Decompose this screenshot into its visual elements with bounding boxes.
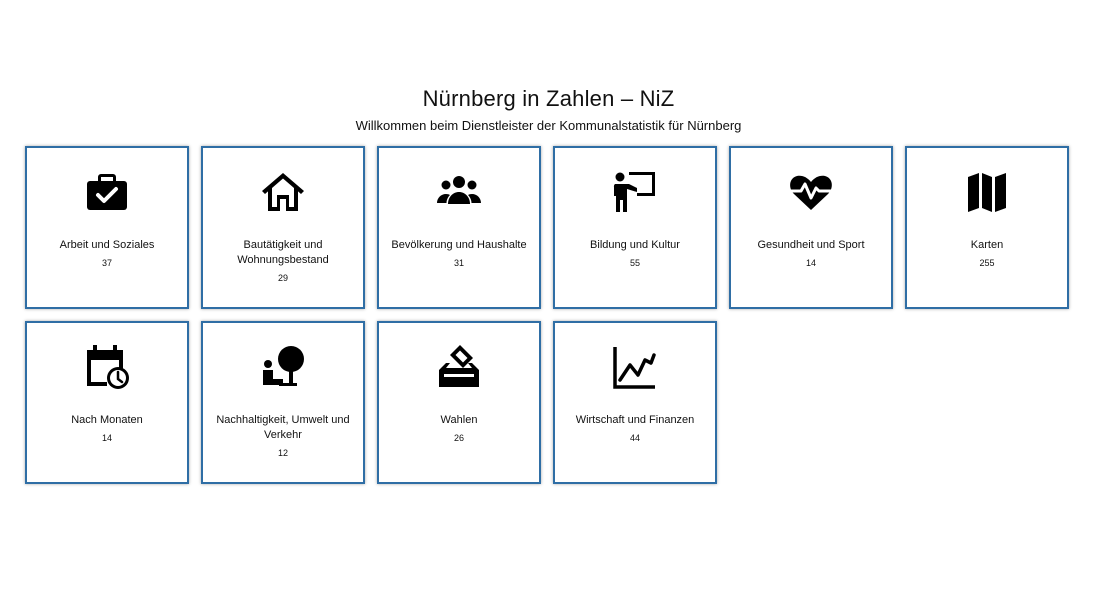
ballot-box-icon: [435, 343, 483, 391]
category-label: Bildung und Kultur: [590, 239, 680, 251]
category-card-bautaetigkeit[interactable]: [201, 146, 365, 309]
category-label: Bevölkerung und Haushalte: [391, 239, 527, 251]
category-count: 14: [805, 258, 816, 268]
category-label: Wahlen: [440, 414, 478, 426]
category-grid: [25, 146, 1069, 484]
category-card-karten[interactable]: [905, 146, 1069, 309]
category-card-bildung-und-kultur[interactable]: [553, 146, 717, 309]
category-label: Wirtschaft und Finanzen: [575, 414, 695, 426]
category-label: Arbeit und Soziales: [59, 239, 155, 251]
category-count: 12: [277, 448, 288, 458]
category-count: 29: [277, 273, 288, 283]
briefcase-check-icon: [83, 168, 131, 216]
category-count: 14: [101, 433, 112, 443]
calendar-clock-icon: [83, 343, 131, 391]
person-tree-icon: [259, 343, 307, 391]
category-card-arbeit-und-soziales[interactable]: [25, 146, 189, 309]
category-card-bevoelkerung[interactable]: [377, 146, 541, 309]
line-chart-icon: [611, 343, 659, 391]
presentation-board-icon: [611, 168, 659, 216]
category-count: 26: [453, 433, 464, 443]
page-subtitle: Willkommen beim Dienstleister der Kommunalstatistik für Nürnberg: [355, 118, 742, 133]
category-card-nachhaltigkeit[interactable]: [201, 321, 365, 484]
category-card-wirtschaft-und-finanzen[interactable]: [553, 321, 717, 484]
heart-pulse-icon: [787, 168, 835, 216]
house-icon: [259, 168, 307, 216]
category-count: 31: [453, 258, 464, 268]
map-icon: [963, 168, 1011, 216]
page-title: Nürnberg in Zahlen – NiZ: [422, 86, 675, 111]
category-count: 44: [629, 433, 640, 443]
category-card-nach-monaten[interactable]: [25, 321, 189, 484]
category-label: Bautätigkeit und Wohnungsbestand: [237, 239, 329, 266]
category-label: Karten: [970, 239, 1004, 251]
category-count: 55: [629, 258, 640, 268]
people-group-icon: [435, 168, 483, 216]
category-label: Gesundheit und Sport: [757, 239, 865, 251]
category-card-wahlen[interactable]: [377, 321, 541, 484]
category-label: Nachhaltigkeit, Umwelt und Verkehr: [216, 414, 350, 441]
category-count: 255: [979, 258, 995, 268]
category-count: 37: [101, 258, 112, 268]
category-label: Nach Monaten: [71, 414, 143, 426]
category-card-gesundheit-und-sport[interactable]: [729, 146, 893, 309]
